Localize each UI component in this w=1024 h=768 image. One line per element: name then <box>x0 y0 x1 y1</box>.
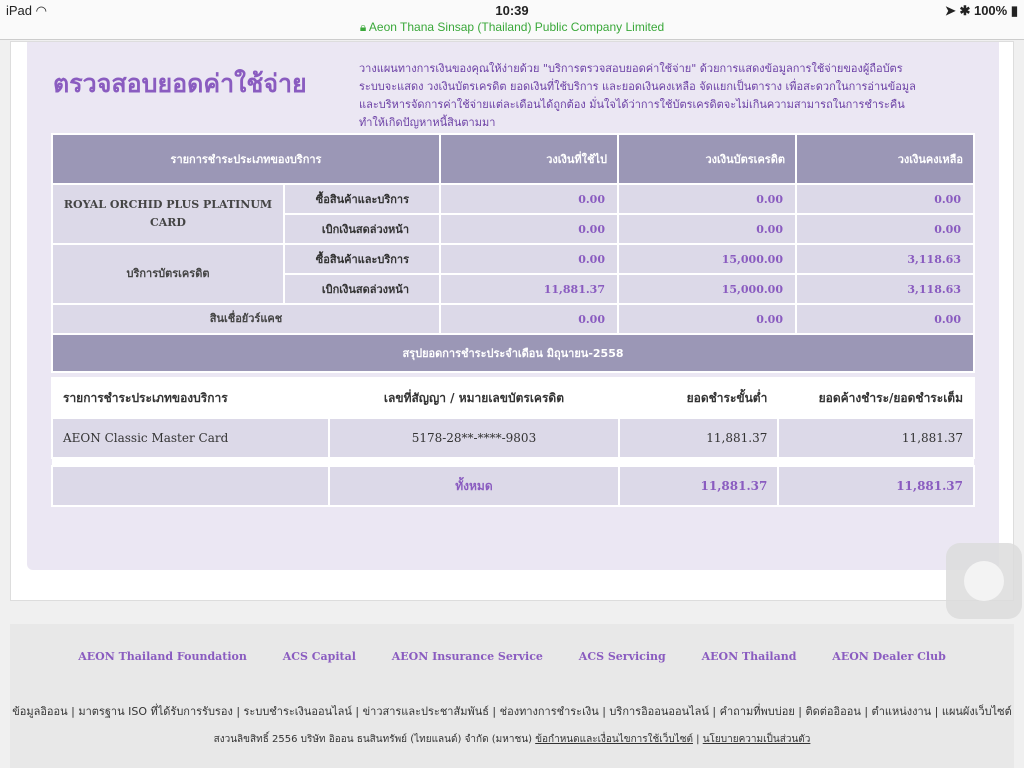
copyright-text: สงวนลิขสิทธิ์ 2556 บริษัท อิออน ธนสินทรัพย์ (ไทยแลนด์) จำกัด (มหาชน) <box>213 734 532 745</box>
wifi-icon: ◠ <box>35 3 47 18</box>
total-full: 11,881.37 <box>778 466 974 506</box>
battery-icon: ▮ <box>1010 3 1018 18</box>
col-min: ยอดชำระขั้นต่ำ <box>619 378 779 418</box>
content-page <box>10 41 1014 601</box>
row-label: เบิกเงินสดล่วงหน้า <box>284 274 440 304</box>
value: 0.00 <box>618 184 796 214</box>
min-payment: 11,881.37 <box>619 418 779 458</box>
privacy-link[interactable]: นโยบายความเป็นส่วนตัว <box>702 734 811 745</box>
value: 0.00 <box>440 184 618 214</box>
col-remain: วงเงินคงเหลือ <box>796 134 974 184</box>
value: 0.00 <box>440 214 618 244</box>
footer-link-acs-servicing[interactable]: ACS Servicing <box>578 650 666 663</box>
page-description: วางแผนทางการเงินของคุณให้ง่ายด้วย "บริการตรวจสอบยอดค่าใช้จ่าย" ด้วยการแสดงข้อมูลการใช้จ่ายของผู้ถือบัตร ระบบจะแสดง วงเงินบัตรเครดิต ยอดเงินที่ใช้บริการ และยอดเงินคงเหลือ จัดแยกเป็นตาราง เพื่อสะดวกในการอ่านข้อมูล และบริหารจัดการค่าใช้จ่ายแต่ละเดือนได้ถูกต้อง มั่นใจได้ว่าการใช้บัตรเครดิตจะไม่เกินความสามารถในการชำระคืน ทำให้เกิดปัญหาหนี้สินตามมา <box>359 62 916 129</box>
credit-service-label: บริการบัตรเครดิต <box>52 244 284 304</box>
row-label: ซื้อสินค้าและบริการ <box>284 184 440 214</box>
value: 0.00 <box>796 214 974 244</box>
col-limit: วงเงินบัตรเครดิต <box>618 134 796 184</box>
col-service: รายการชำระประเภทของบริการ <box>52 378 329 418</box>
usage-table <box>51 133 975 373</box>
assistive-touch-button[interactable] <box>946 543 1022 619</box>
footer-link-dealer-club[interactable]: AEON Dealer Club <box>832 650 946 663</box>
col-used: วงเงินที่ใช้ไป <box>440 134 618 184</box>
page-title: ตรวจสอบยอดค่าใช้จ่าย <box>53 69 307 98</box>
copyright: สงวนลิขสิทธิ์ 2556 บริษัท อิออน ธนสินทรัพย์ (ไทยแลนด์) จำกัด (มหาชน) ข้อกำหนดและเงื่อนไขการใช้เว็บไซต์ | นโยบายความเป็นส่วนตัว <box>213 734 811 745</box>
card-number: 5178-28**-****-9803 <box>329 418 618 458</box>
value: 15,000.00 <box>618 244 796 274</box>
clock: 10:39 <box>495 3 529 18</box>
value: 0.00 <box>796 184 974 214</box>
value: 0.00 <box>618 304 796 334</box>
footer-link-insurance[interactable]: AEON Insurance Service <box>391 650 543 663</box>
total-label: ทั้งหมด <box>329 466 618 506</box>
value: 0.00 <box>440 244 618 274</box>
value: 0.00 <box>440 304 618 334</box>
footer-link-foundation[interactable]: AEON Thailand Foundation <box>78 650 247 663</box>
battery: ➤ ✱ 100% ▮ <box>944 3 1018 18</box>
terms-link[interactable]: ข้อกำหนดและเงื่อนไขการใช้เว็บไซต์ <box>535 734 693 745</box>
footer-link-aeon-thailand[interactable]: AEON Thailand <box>701 650 797 663</box>
total-spacer <box>52 466 329 506</box>
value: 3,118.63 <box>796 274 974 304</box>
lock-icon: 🔒︎ <box>359 20 367 34</box>
footer-links <box>10 650 1014 663</box>
value: 3,118.63 <box>796 244 974 274</box>
card-name: ROYAL ORCHID PLUS PLATINUM CARD <box>52 184 284 244</box>
footer-menu[interactable]: ข้อมูลอิออน | มาตรฐาน ISO ที่ได้รับการรับรอง | ระบบชำระเงินออนไลน์ | ข่าวสารและประชาสัมพันธ์ | ช่องทางการชำระเงิน | บริการอิออนออนไลน์ | คำถามที่พบบ่อย | ติดต่ออิออน | ตำแหน่งงาน | แผนผังเว็บไซต์ <box>12 705 1012 718</box>
address-bar[interactable]: 🔒︎ Aeon Thana Sinsap (Thailand) Public Company Limited <box>0 20 1024 40</box>
bluetooth-icon: ✱ <box>959 3 971 18</box>
col-service: รายการชำระประเภทของบริการ <box>52 134 440 184</box>
location-icon: ➤ <box>944 3 956 18</box>
cash-loan-label: สินเชื่อยัวร์แคช <box>52 304 440 334</box>
full-payment: 11,881.37 <box>778 418 974 458</box>
summary-title: สรุปยอดการชำระประจำเดือน มิถุนายน-2558 <box>52 334 974 372</box>
row-label: ซื้อสินค้าและบริการ <box>284 244 440 274</box>
value: 11,881.37 <box>440 274 618 304</box>
value: 0.00 <box>618 214 796 244</box>
value: 15,000.00 <box>618 274 796 304</box>
total-min: 11,881.37 <box>619 466 779 506</box>
value: 0.00 <box>796 304 974 334</box>
footer-link-acs-capital[interactable]: ACS Capital <box>282 650 356 663</box>
col-card-no: เลขที่สัญญา / หมายเลขบัตรเครดิต <box>329 378 618 418</box>
expense-panel <box>27 42 999 570</box>
status-bar <box>0 0 1024 20</box>
footer <box>10 624 1014 768</box>
row-label: เบิกเงินสดล่วงหน้า <box>284 214 440 244</box>
device-label: iPad ◠ <box>6 3 47 18</box>
col-full: ยอดค้างชำระ/ยอดชำระเต็ม <box>778 378 974 418</box>
service-name: AEON Classic Master Card <box>52 418 329 458</box>
summary-table <box>51 377 975 507</box>
